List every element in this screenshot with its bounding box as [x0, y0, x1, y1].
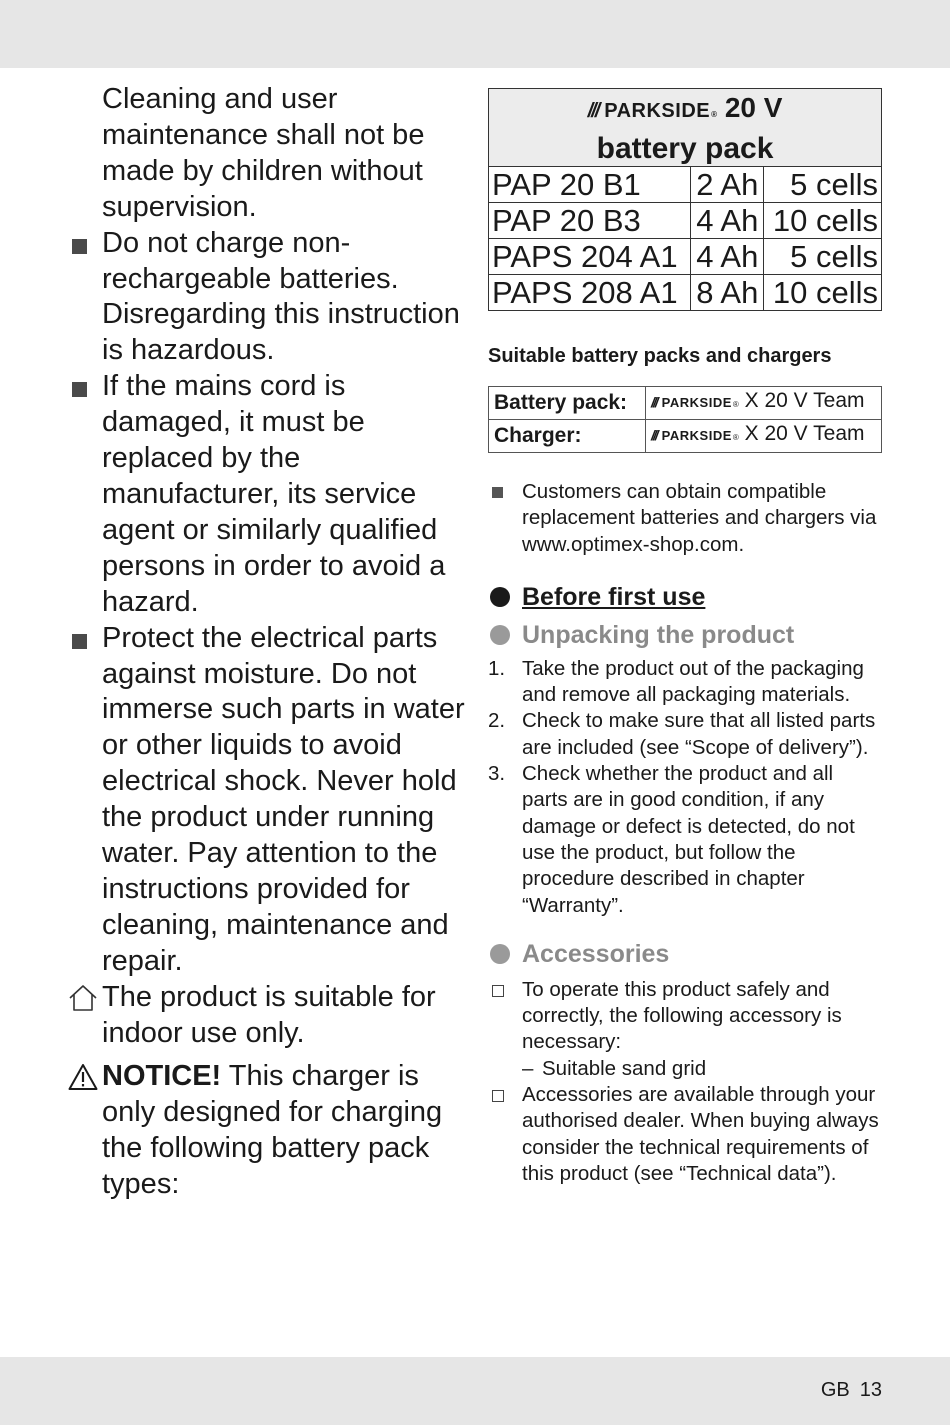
- model-cell: PAP 20 B3: [489, 203, 691, 239]
- battery-pack-table: [488, 88, 882, 311]
- cells-cell: 5 cells: [764, 239, 882, 275]
- indoor-use-text: The product is suitable for indoor use only.: [102, 980, 436, 1049]
- heading-text: Before first use: [522, 582, 706, 611]
- compat-table: [488, 386, 882, 453]
- step-number: 1.: [488, 656, 506, 680]
- unpacking-steps: [488, 656, 882, 919]
- table-row: [489, 167, 882, 203]
- sub-item-text: Suitable sand grid: [542, 1056, 707, 1080]
- bottom-band: [0, 1357, 950, 1425]
- header-line-brand: [489, 91, 881, 132]
- parkside-logo: /// PARKSIDE ®: [651, 394, 739, 410]
- bullet-item: [68, 621, 468, 980]
- bullet-text: Protect the electrical parts against moisture. Do not immerse such parts in water or other liquids to avoid electrical shock. Never hold the product under running water. Pay attention to the instructions provided for cleaning, maintenance and repair.: [102, 621, 465, 977]
- table-row: [489, 420, 882, 453]
- indoor-use-item: [68, 980, 468, 1052]
- step-number: 3.: [488, 762, 506, 786]
- table-row: [489, 203, 882, 239]
- compat-value: X 20 V Team: [744, 422, 865, 445]
- checkbox-bullet-icon: [492, 1090, 504, 1102]
- cells-cell: 10 cells: [764, 203, 882, 239]
- compat-note: [488, 479, 882, 558]
- language-code: GB: [820, 1379, 850, 1401]
- square-bullet-icon: [72, 239, 87, 254]
- accessory-text: Accessories are available through your authorised dealer. When buying always consider the technical requirements of this product (see “Technical data”).: [522, 1083, 879, 1185]
- bullet-dot-icon: [490, 944, 510, 964]
- section-heading-accessories: [488, 939, 882, 969]
- sub-list-item: [522, 1056, 882, 1082]
- bullet-text: If the mains cord is damaged, it must be replaced by the manufacturer, its service agent or similarly qualified persons in order to avoid a hazard.: [102, 370, 446, 618]
- bullet-dot-icon: [490, 625, 510, 645]
- compat-label: Charger:: [489, 420, 646, 453]
- model-cell: PAPS 208 A1: [489, 275, 691, 311]
- section-heading-unpacking: [488, 620, 882, 650]
- capacity-cell: 8 Ah: [691, 275, 764, 311]
- capacity-cell: 4 Ah: [691, 203, 764, 239]
- page-footer: [821, 1379, 882, 1402]
- list-item: [488, 708, 882, 761]
- header-title: battery pack: [596, 132, 774, 165]
- bullet-item: [68, 226, 468, 370]
- list-item: [488, 1082, 882, 1187]
- checkbox-bullet-icon: [492, 985, 504, 997]
- model-cell: PAPS 204 A1: [489, 239, 691, 275]
- warning-triangle-icon: [68, 1063, 98, 1091]
- square-bullet-icon: [492, 487, 503, 498]
- top-band: [0, 0, 950, 68]
- compat-value: X 20 V Team: [744, 389, 865, 412]
- header-voltage: 20 V: [724, 92, 783, 123]
- list-item: [488, 761, 882, 919]
- step-text: Check whether the product and all parts are in good condition, if any damage or defect is detected, do not use the product, but follow the procedure described in chapter “Warranty”.: [522, 762, 855, 917]
- heading-text: Accessories: [522, 939, 670, 968]
- intro-paragraph: Cleaning and user maintenance shall not be made by children without supervision.: [102, 83, 425, 223]
- step-text: Take the product out of the packaging and remove all packaging materials.: [522, 656, 864, 707]
- step-number: 2.: [488, 709, 506, 733]
- page-number: 13: [859, 1379, 882, 1401]
- accessories-list: [488, 977, 882, 1187]
- cells-cell: 5 cells: [764, 167, 882, 203]
- parkside-logo: /// PARKSIDE ®: [587, 100, 718, 122]
- compat-label: Battery pack:: [489, 387, 646, 420]
- table-header-row: [489, 89, 882, 167]
- compat-value-cell: [646, 420, 882, 453]
- compat-caption: Suitable battery packs and chargers: [488, 345, 832, 367]
- accessory-text: To operate this product safely and correctly, the following accessory is necessary:: [522, 977, 842, 1054]
- table-header-cell: [489, 89, 882, 167]
- compat-value-cell: [646, 387, 882, 420]
- square-bullet-icon: [72, 634, 87, 649]
- compat-note-text: Customers can obtain compatible replacement batteries and chargers via www.optimex-shop.com.: [522, 480, 877, 556]
- step-text: Check to make sure that all listed parts are included (see “Scope of delivery”).: [522, 709, 876, 759]
- bullet-dot-icon: [490, 587, 510, 607]
- notice-label: NOTICE!: [102, 1060, 222, 1093]
- model-cell: PAP 20 B1: [489, 167, 691, 203]
- notice-text: This charger is only designed for charging the following battery pack types:: [102, 1060, 443, 1201]
- square-bullet-icon: [72, 382, 87, 397]
- bullet-text: Do not charge non-rechargeable batteries. Disregarding this instruction is hazardous.: [102, 226, 460, 367]
- dash-bullet: –: [522, 1056, 534, 1080]
- notice-block: [68, 1059, 468, 1203]
- heading-text: Unpacking the product: [522, 620, 795, 649]
- parkside-logo: /// PARKSIDE ®: [651, 427, 739, 443]
- capacity-cell: 2 Ah: [691, 167, 764, 203]
- table-row: [489, 239, 882, 275]
- cells-cell: 10 cells: [764, 275, 882, 311]
- section-heading-before-first-use: [488, 582, 882, 612]
- list-item: [488, 656, 882, 709]
- capacity-cell: 4 Ah: [691, 239, 764, 275]
- list-item: [488, 977, 882, 1082]
- left-column: [68, 82, 468, 1203]
- table-row: [489, 387, 882, 420]
- table-row: [489, 275, 882, 311]
- house-icon: [68, 983, 98, 1013]
- bullet-item: [68, 369, 468, 620]
- right-column: [488, 88, 882, 1187]
